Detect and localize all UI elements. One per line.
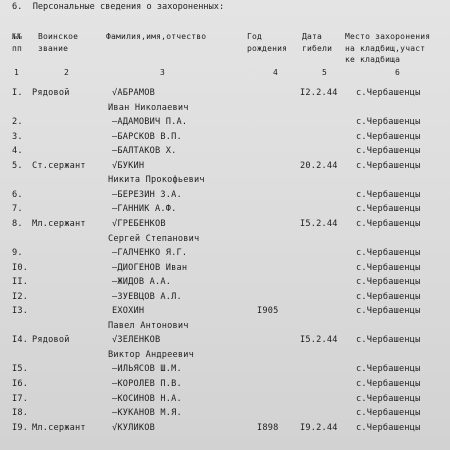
column-numbers-row [0, 66, 450, 80]
row-name: —ГАЛЧЕНКО Я.Г. [112, 248, 188, 259]
table-row [0, 246, 450, 260]
row-name: —БАРСКОВ В.П. [112, 131, 182, 142]
row-number: 7. [12, 204, 23, 215]
row-number: I8. [12, 408, 29, 419]
row-place: с.Чербашенцы [356, 189, 421, 200]
table-row [0, 173, 450, 187]
row-place: с.Чербашенцы [356, 88, 421, 98]
table-row [0, 115, 450, 129]
header-died-2: гибели [302, 44, 333, 53]
row-place: с.Чербашенцы [356, 291, 421, 302]
row-name: √АБРАМОВ [112, 88, 155, 98]
row-name: Никита Прокофьевич [108, 175, 205, 186]
row-number: I2. [12, 291, 29, 302]
table-row [0, 362, 450, 376]
row-born: I905 [257, 306, 279, 317]
table-row [0, 392, 450, 406]
column-number-2: 2 [64, 68, 70, 77]
row-name: —ЗУЕВЦОВ А.Л. [112, 291, 182, 302]
row-name: —ДИОГЕНОВ Иван [112, 262, 188, 273]
row-place: с.Чербашенцы [356, 204, 421, 215]
row-name: √КУЛИКОВ [112, 422, 155, 433]
row-place: с.Чербашенцы [356, 218, 421, 229]
row-number: I4. [12, 335, 29, 346]
table-row [0, 188, 450, 202]
row-place: с.Чербашенцы [356, 422, 421, 433]
column-number-3: 3 [160, 68, 166, 77]
header-place: Место захоронения [345, 32, 431, 41]
row-rank: Мл.сержант [32, 422, 86, 433]
column-number-1: 1 [14, 68, 20, 77]
row-born: I898 [257, 422, 279, 433]
row-number: 4. [12, 146, 23, 157]
row-number: I0. [12, 262, 29, 273]
row-died: I5.2.44 [300, 218, 338, 229]
table-row [0, 130, 450, 144]
table-row [0, 348, 450, 362]
table-row [0, 333, 450, 347]
table-row [0, 202, 450, 216]
row-number: I5. [12, 364, 29, 375]
row-number: I. [12, 88, 23, 98]
row-rank: Мл.сержант [32, 218, 86, 229]
row-number: I6. [12, 379, 29, 389]
row-number: 5. [12, 160, 23, 171]
row-rank: Ст.сержант [32, 160, 86, 171]
row-number: I9. [12, 422, 29, 433]
header-rank: Воинское [38, 32, 79, 41]
row-name: —ИЛЬЯСОВ Ш.М. [112, 364, 182, 375]
row-name: —КОСИНОВ Н.А. [112, 393, 182, 404]
row-number: 8. [12, 218, 23, 229]
row-name: —АДАМОВИЧ П.А. [112, 117, 188, 128]
row-name: √БУКИН [112, 160, 145, 171]
header-num-2: пп [12, 44, 23, 53]
row-rank: Рядовой [32, 335, 70, 346]
row-died: I5.2.44 [300, 335, 338, 346]
header-place-2: на кладбищ,участ [345, 44, 426, 53]
row-number: 9. [12, 248, 23, 259]
column-number-5: 5 [322, 68, 328, 77]
row-number: I7. [12, 393, 29, 404]
section-title: 6. Персональные сведения о захороненных: [12, 2, 225, 12]
table-row [0, 217, 450, 231]
row-place: с.Чербашенцы [356, 277, 421, 288]
header-place-3: ке кладбища [345, 55, 401, 64]
table-row [0, 232, 450, 246]
row-name: —БЕРЕЗИН З.А. [112, 189, 182, 200]
row-place: с.Чербашенцы [356, 393, 421, 404]
table-header-row-3 [0, 53, 450, 67]
row-name: —ЖИДОВ А.А. [112, 277, 172, 288]
row-number: II. [12, 277, 29, 288]
row-name: Сергей Степанович [108, 233, 200, 244]
table-row [0, 421, 450, 435]
header-rank-2: звание [38, 44, 69, 53]
row-place: с.Чербашенцы [356, 160, 421, 171]
header-died: Дата [302, 32, 323, 41]
table-row [0, 261, 450, 275]
row-name: —БАЛТАКОВ Х. [112, 146, 177, 157]
header-name: Фамилия,имя,отчество [106, 32, 207, 41]
row-name: √ЗЕЛЕНКОВ [112, 335, 161, 346]
row-name: Виктор Андреевич [108, 349, 194, 360]
row-place: с.Чербашенцы [356, 117, 421, 128]
header-born-2: рождения [247, 44, 288, 53]
row-died: 20.2.44 [300, 160, 338, 171]
row-place: с.Чербашенцы [356, 379, 421, 389]
row-place: с.Чербашенцы [356, 306, 421, 317]
row-name: —КУКАНОВ М.Я. [112, 408, 182, 419]
table-row [0, 290, 450, 304]
table-row [0, 319, 450, 333]
row-place: с.Чербашенцы [356, 248, 421, 259]
table-row [0, 377, 450, 391]
row-name: —ГАННИК А.Ф. [112, 204, 177, 215]
row-place: с.Чербашенцы [356, 408, 421, 419]
table-row [0, 101, 450, 115]
header-num: №№ [12, 32, 23, 41]
table-row [0, 86, 450, 100]
row-place: с.Чербашенцы [356, 131, 421, 142]
row-name: √ГРЕБЕНКОВ [112, 218, 166, 229]
column-number-6: 6 [395, 68, 401, 77]
row-number: 3. [12, 131, 23, 142]
row-place: с.Чербашенцы [356, 146, 421, 157]
row-number: 2. [12, 117, 23, 128]
table-row [0, 144, 450, 158]
row-number: 6. [12, 189, 23, 200]
row-name: —КОРОЛЕВ П.В. [112, 379, 182, 389]
row-name: Иван Николаевич [108, 102, 189, 113]
row-number: I3. [12, 306, 29, 317]
table-row [0, 406, 450, 420]
row-rank: Рядовой [32, 88, 70, 98]
row-place: с.Чербашенцы [356, 262, 421, 273]
row-died: I2.2.44 [300, 88, 338, 98]
row-died: I9.2.44 [300, 422, 338, 433]
table-row [0, 275, 450, 289]
header-born: Год [247, 32, 263, 41]
row-name: Павел Антонович [108, 320, 189, 331]
row-place: с.Чербашенцы [356, 335, 421, 346]
table-row [0, 304, 450, 318]
row-name: ЕХОХИН [112, 306, 145, 317]
column-number-4: 4 [273, 68, 279, 77]
table-row [0, 159, 450, 173]
row-place: с.Чербашенцы [356, 364, 421, 375]
